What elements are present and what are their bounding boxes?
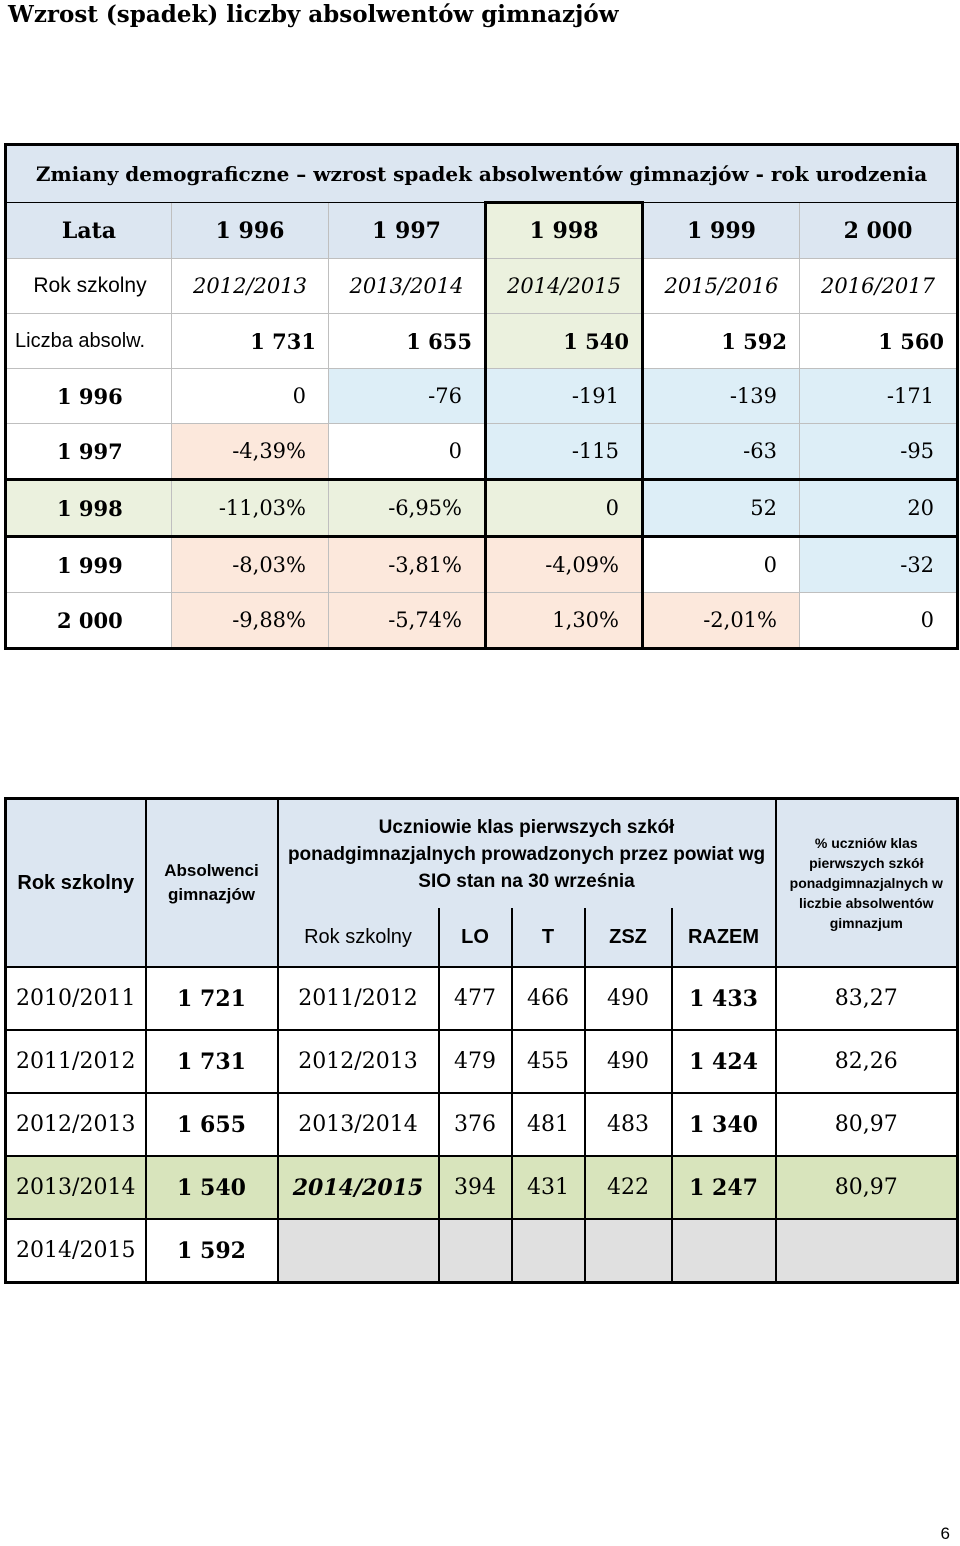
cell-procent: 80,97 [776,1156,958,1219]
cell-absolwenci: 1 655 [146,1093,278,1156]
lata-cell: 1 999 [643,203,800,259]
cell-procent [776,1219,958,1283]
lata-cell: 1 996 [172,203,329,259]
demographic-changes-table [4,143,959,650]
cell-t: 466 [512,967,585,1030]
graduates-enrollment-table [4,797,959,1284]
matrix-year: 1 999 [6,537,172,593]
matrix-cell: -171 [800,369,958,424]
matrix-row [6,593,958,649]
matrix-year: 1 997 [6,424,172,480]
cell-procent: 83,27 [776,967,958,1030]
cell-razem: 1 433 [672,967,776,1030]
cell-zsz: 483 [585,1093,672,1156]
cell-razem: 1 247 [672,1156,776,1219]
matrix-cell: -5,74% [329,593,486,649]
subheader-lo: LO [439,908,512,967]
header-uczniowie: Uczniowie klas pierwszych szkół ponadgimnazjalnych prowadzonych przez powiat wg SIO stan na 30 września [278,799,776,909]
matrix-cell: 20 [800,480,958,537]
cell-absolwenci: 1 540 [146,1156,278,1219]
matrix-cell: 0 [486,480,643,537]
matrix-cell: -139 [643,369,800,424]
matrix-cell: -2,01% [643,593,800,649]
cell-absolwenci: 1 721 [146,967,278,1030]
liczba-cell: 1 592 [643,314,800,369]
matrix-row [6,369,958,424]
table-row-highlighted [6,1156,958,1219]
subheader-zsz: ZSZ [585,908,672,967]
cell-lo: 394 [439,1156,512,1219]
header-absolwenci: Absolwenci gimnazjów [146,799,278,968]
matrix-cell: -4,39% [172,424,329,480]
cell-rok2: 2014/2015 [278,1156,439,1219]
table1-title: Zmiany demograficzne – wzrost spadek absolwentów gimnazjów - rok urodzenia [6,145,958,203]
table2-header-row [6,799,958,909]
matrix-cell: -115 [486,424,643,480]
liczba-cell: 1 540 [486,314,643,369]
liczba-label: Liczba absolw. [6,314,172,369]
lata-row [6,203,958,259]
matrix-cell: -8,03% [172,537,329,593]
matrix-cell: -76 [329,369,486,424]
cell-procent: 80,97 [776,1093,958,1156]
matrix-cell: -11,03% [172,480,329,537]
cell-razem: 1 340 [672,1093,776,1156]
subheader-t: T [512,908,585,967]
rok-szkolny-cell: 2015/2016 [643,259,800,314]
lata-cell: 2 000 [800,203,958,259]
cell-t [512,1219,585,1283]
cell-rok: 2013/2014 [6,1156,146,1219]
cell-procent: 82,26 [776,1030,958,1093]
matrix-cell: 0 [172,369,329,424]
cell-lo: 477 [439,967,512,1030]
cell-rok: 2010/2011 [6,967,146,1030]
cell-razem [672,1219,776,1283]
subheader-razem: RAZEM [672,908,776,967]
cell-zsz [585,1219,672,1283]
liczba-cell: 1 731 [172,314,329,369]
cell-rok2: 2012/2013 [278,1030,439,1093]
cell-rok2 [278,1219,439,1283]
cell-t: 481 [512,1093,585,1156]
matrix-cell: -95 [800,424,958,480]
matrix-cell: -63 [643,424,800,480]
cell-lo: 376 [439,1093,512,1156]
cell-lo [439,1219,512,1283]
cell-zsz: 490 [585,967,672,1030]
matrix-row [6,480,958,537]
matrix-cell: 52 [643,480,800,537]
cell-zsz: 422 [585,1156,672,1219]
cell-t: 431 [512,1156,585,1219]
table-row [6,967,958,1030]
cell-rok: 2011/2012 [6,1030,146,1093]
rok-szkolny-cell: 2014/2015 [486,259,643,314]
rok-szkolny-cell: 2016/2017 [800,259,958,314]
subheader-rok-szkolny: Rok szkolny [278,908,439,967]
cell-t: 455 [512,1030,585,1093]
matrix-row [6,537,958,593]
header-rok-szkolny: Rok szkolny [6,799,146,968]
liczba-cell: 1 655 [329,314,486,369]
matrix-cell: -191 [486,369,643,424]
cell-absolwenci: 1 731 [146,1030,278,1093]
cell-zsz: 490 [585,1030,672,1093]
cell-rok: 2014/2015 [6,1219,146,1283]
matrix-cell: 1,30% [486,593,643,649]
matrix-cell: -6,95% [329,480,486,537]
page-number: 6 [940,1524,950,1543]
lata-label: Lata [6,203,172,259]
matrix-year: 1 996 [6,369,172,424]
liczba-absolwentow-row [6,314,958,369]
matrix-row [6,424,958,480]
lata-cell: 1 997 [329,203,486,259]
rok-szkolny-row [6,259,958,314]
table-row [6,1093,958,1156]
page-title: Wzrost (spadek) liczby absolwentów gimnazjów [8,1,619,28]
header-procent: % uczniów klas pierwszych szkół ponadgimnazjalnych w liczbie absolwentów gimnazjum [776,799,958,968]
table-row [6,1219,958,1283]
cell-rok: 2012/2013 [6,1093,146,1156]
cell-rok2: 2011/2012 [278,967,439,1030]
matrix-cell: 0 [329,424,486,480]
rok-szkolny-cell: 2012/2013 [172,259,329,314]
rok-szkolny-cell: 2013/2014 [329,259,486,314]
matrix-cell: 0 [643,537,800,593]
rok-szkolny-label: Rok szkolny [6,259,172,314]
table-row [6,1030,958,1093]
matrix-cell: -4,09% [486,537,643,593]
matrix-year: 1 998 [6,480,172,537]
matrix-cell: 0 [800,593,958,649]
cell-lo: 479 [439,1030,512,1093]
matrix-cell: -3,81% [329,537,486,593]
cell-absolwenci: 1 592 [146,1219,278,1283]
lata-cell: 1 998 [486,203,643,259]
cell-rok2: 2013/2014 [278,1093,439,1156]
liczba-cell: 1 560 [800,314,958,369]
matrix-cell: -9,88% [172,593,329,649]
matrix-cell: -32 [800,537,958,593]
cell-razem: 1 424 [672,1030,776,1093]
matrix-year: 2 000 [6,593,172,649]
